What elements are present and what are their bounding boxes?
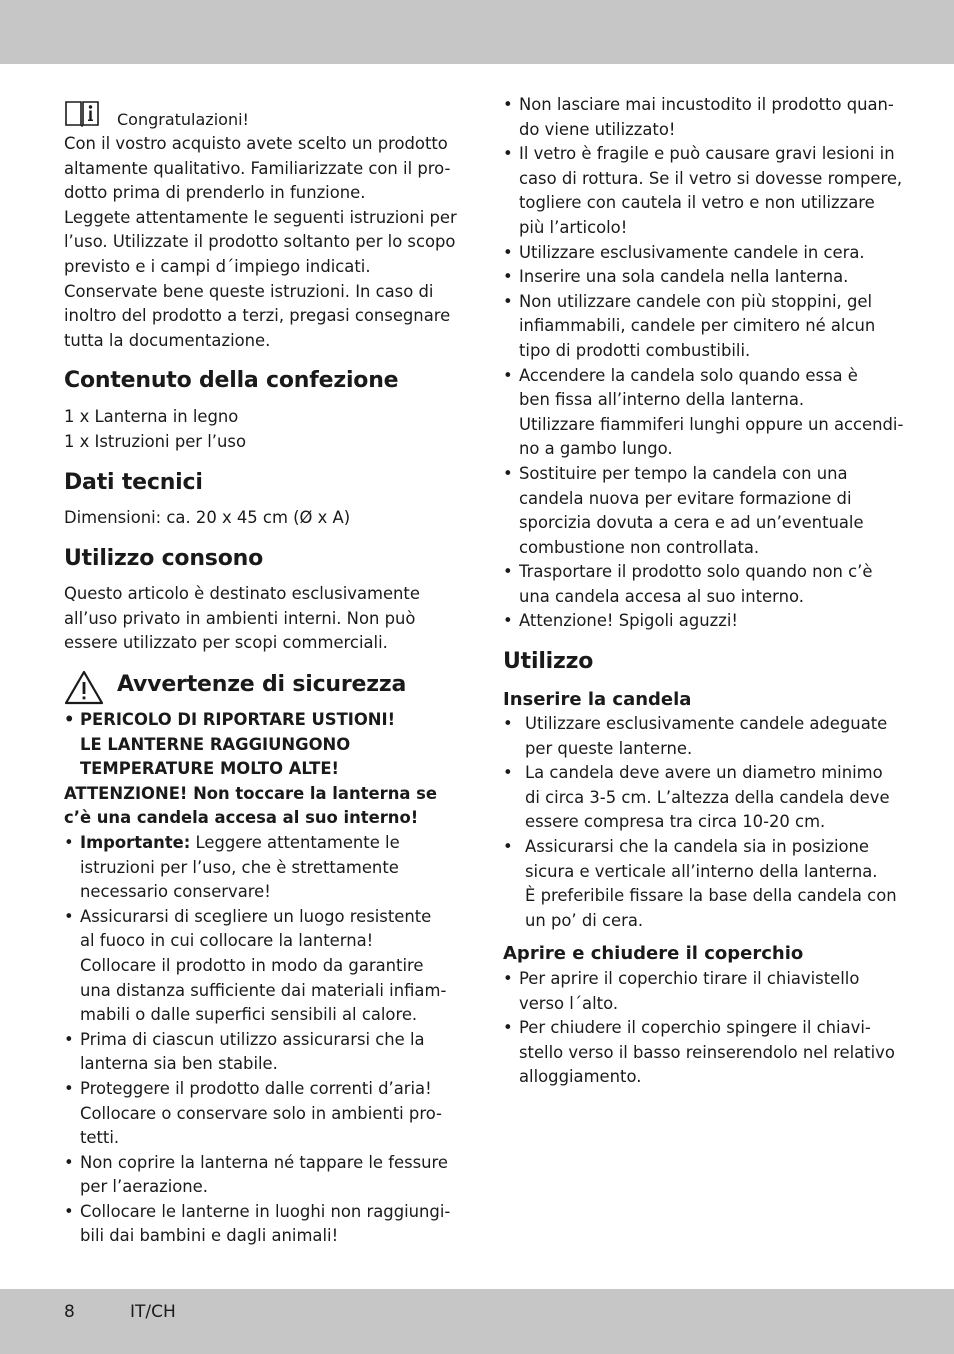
text-line: Accendere la candela solo quando essa è (519, 365, 858, 385)
list-item (503, 712, 895, 761)
text-line: istruzioni per l’uso, che è strettamente (80, 857, 399, 877)
bullet-dot: • (503, 562, 513, 582)
bullet-dot: • (64, 832, 74, 852)
text-line: Questo articolo è destinato esclusivamente (64, 584, 420, 603)
bullet-dot: • (503, 1018, 513, 1038)
bullet-dot: • (503, 763, 513, 783)
list-item (503, 1016, 895, 1090)
text-line: Assicurarsi che la candela sia in posizione (525, 836, 869, 856)
text-line: caso di rottura. Se il vetro si dovesse rompere, (519, 168, 903, 188)
text-line: Collocare le lanterne in luoghi non raggiungi- (80, 1201, 451, 1221)
bullet-dot: • (64, 1152, 74, 1172)
bullet-dot: • (503, 291, 513, 311)
bullet-dot: • (503, 267, 513, 287)
text-line: Conservate bene queste istruzioni. In caso di (64, 281, 434, 301)
text-line: dotto prima di prenderlo in funzione. (64, 183, 366, 203)
danger-warning (64, 708, 456, 782)
list-item (503, 835, 895, 933)
important-label: Importante: (80, 832, 191, 852)
bullet-dot: • (64, 906, 74, 926)
text-line: do viene utilizzato! (519, 119, 676, 139)
bullet-dot: • (503, 144, 513, 164)
text-line: sicura e verticale all’interno della lanterna. (525, 861, 878, 881)
bullet-dot: • (503, 95, 513, 114)
bullet-dot: • (503, 714, 513, 733)
text-line: Non coprire la lanterna né tappare le fessure (80, 1152, 449, 1172)
text-line: mabili o dalle superfici sensibili al calore. (80, 1005, 418, 1025)
text-line: previsto e i campi d´impiego indicati. (64, 256, 371, 276)
list-item (503, 93, 895, 142)
use-heading: Utilizzo (503, 649, 594, 674)
text-line: più l’articolo! (519, 217, 628, 237)
text-line: Collocare il prodotto in modo da garantire (80, 955, 424, 975)
text-line: essere compresa tra circa 10-20 cm. (525, 812, 826, 832)
text-line: È preferibile fissare la base della candela con (525, 886, 897, 906)
text-line: tipo di prodotti combustibili. (519, 340, 751, 360)
list-item (503, 142, 903, 240)
text-line: Assicurarsi di scegliere un luogo resistente (80, 906, 432, 926)
text-line: LE LANTERNE RAGGIUNGONO (80, 734, 351, 754)
text-line: Leggete attentamente le seguenti istruzioni per (64, 207, 457, 227)
text-line: PERICOLO DI RIPORTARE USTIONI! (80, 710, 396, 729)
text-line: all’uso privato in ambienti interni. Non può (64, 608, 416, 628)
list-item (503, 761, 895, 835)
list-item (503, 967, 895, 1016)
text-line: Utilizzare esclusivamente candele adeguate (525, 714, 888, 733)
text-line: per l’aerazione. (80, 1177, 208, 1197)
attention-warning (64, 782, 456, 831)
text-line: una distanza sufficiente dai materiali infiam- (80, 980, 447, 1000)
text-line: Non lasciare mai incustodito il prodotto quan- (519, 95, 894, 114)
list-item (503, 560, 895, 609)
list-item (503, 290, 895, 364)
text-line: Proteggere il prodotto dalle correnti d’aria! (80, 1078, 432, 1098)
list-item (64, 905, 456, 1028)
text-line: lanterna sia ben stabile. (80, 1054, 278, 1074)
safety-heading: Avvertenze di sicurezza (117, 672, 407, 697)
important-note (64, 831, 456, 905)
text-line: l’uso. Utilizzate il prodotto soltanto per lo scopo (64, 232, 456, 252)
bullet-dot: • (64, 710, 75, 729)
text-line: Sostituire per tempo la candela con una (519, 463, 848, 483)
text-line: bili dai bambini e dagli animali! (80, 1226, 339, 1246)
text-line: tetti. (80, 1128, 120, 1148)
bullet-dot: • (64, 1078, 74, 1098)
list-item (64, 1200, 456, 1249)
intro-text (64, 132, 456, 353)
text-line: stello verso il basso reinserendolo nel relativo (519, 1042, 895, 1062)
safety-right-list (503, 93, 904, 634)
tech-dimensions: Dimensioni: ca. 20 x 45 cm (Ø x A) (64, 508, 351, 527)
list-item (503, 462, 895, 560)
text-line: sporcizia dovuta a cera e ad un’eventuale (519, 513, 864, 533)
text-line: Trasportare il prodotto solo quando non c’è (519, 562, 873, 582)
bullet-dot: • (64, 1029, 74, 1049)
lid-list (503, 967, 895, 1090)
bullet-dot: • (503, 969, 513, 988)
text-line: Non utilizzare candele con più stoppini, gel (519, 291, 873, 311)
text-line: candela nuova per evitare formazione di (519, 488, 852, 508)
contents-list (64, 405, 246, 454)
text-line: verso l´alto. (519, 993, 619, 1013)
text-line: Utilizzare fiammiferi lunghi oppure un accendi- (519, 414, 904, 434)
page-language: IT/CH (130, 1302, 176, 1322)
list-item (64, 1077, 456, 1151)
contents-heading: Contenuto della confezione (64, 368, 399, 393)
text-line: Per aprire il coperchio tirare il chiavistello (519, 969, 860, 988)
text-line: ben fissa all’interno della lanterna. (519, 390, 805, 410)
text-line: Attenzione! Spigoli aguzzi! (519, 611, 738, 631)
list-item (64, 1028, 456, 1077)
text-line: inoltro del prodotto a terzi, pregasi consegnare (64, 306, 451, 326)
text-line: Il vetro è fragile e può causare gravi lesioni in (519, 144, 895, 164)
text-line: c’è una candela accesa al suo interno! (64, 808, 419, 828)
text-line: altamente qualitativo. Familiarizzate con il pro- (64, 158, 451, 178)
text-line: una candela accesa al suo interno. (519, 586, 804, 606)
text-line: un po’ di cera. (525, 910, 644, 930)
warning-triangle-icon (64, 670, 104, 706)
bullet-dot: • (503, 611, 513, 631)
bullet-dot: • (503, 463, 513, 483)
list-item (503, 609, 895, 634)
list-item (503, 241, 895, 266)
info-book-icon (64, 98, 100, 128)
header-band (0, 0, 954, 64)
text-line: Inserire una sola candela nella lanterna. (519, 267, 849, 287)
text-line: essere utilizzato per scopi commerciali. (64, 633, 388, 653)
text-line: La candela deve avere un diametro minimo (525, 763, 883, 783)
usage-proper-text (64, 582, 420, 656)
text-line: Per chiudere il coperchio spingere il chiavi- (519, 1018, 871, 1038)
list-item (503, 364, 904, 462)
list-item (503, 265, 895, 290)
bullet-dot: • (503, 365, 513, 385)
text-line: combustione non controllata. (519, 537, 760, 557)
lid-heading: Aprire e chiudere il coperchio (503, 943, 804, 964)
text-line: di circa 3-5 cm. L’altezza della candela deve (525, 787, 890, 807)
text-line: TEMPERATURE MOLTO ALTE! (80, 759, 340, 779)
usage-proper-heading: Utilizzo consono (64, 546, 263, 571)
important-first-line: Leggere attentamente le (190, 832, 400, 852)
text-line: necessario conservare! (80, 882, 271, 902)
text-line: Collocare o conservare solo in ambienti pro- (80, 1103, 442, 1123)
text-line: ATTENZIONE! Non toccare la lanterna se (64, 783, 437, 803)
text-line: togliere con cautela il vetro e non utilizzare (519, 193, 875, 213)
text-line: infiammabili, candele per cimitero né alcun (519, 316, 876, 336)
text-line: tutta la documentazione. (64, 330, 271, 350)
list-item (64, 1151, 456, 1200)
text-line: 1 x Istruzioni per l’uso (64, 431, 246, 451)
intro-greeting: Congratulazioni! (117, 110, 249, 129)
text-line: Prima di ciascun utilizzo assicurarsi che la (80, 1029, 425, 1049)
insert-candle-heading: Inserire la candela (503, 689, 692, 710)
text-line: per queste lanterne. (525, 738, 693, 758)
text-line: Utilizzare esclusivamente candele in cera. (519, 242, 865, 262)
page-number: 8 (64, 1302, 75, 1322)
tech-heading: Dati tecnici (64, 470, 203, 495)
bullet-dot: • (64, 1201, 74, 1221)
safety-left-list (64, 708, 456, 1249)
text-line: no a gambo lungo. (519, 439, 673, 459)
text-line: al fuoco in cui collocare la lanterna! (80, 931, 374, 951)
text-line: 1 x Lanterna in legno (64, 407, 239, 426)
bullet-dot: • (503, 242, 513, 262)
text-line: Con il vostro acquisto avete scelto un prodotto (64, 134, 448, 153)
text-line: alloggiamento. (519, 1067, 642, 1087)
bullet-dot: • (503, 836, 513, 856)
insert-candle-list (503, 712, 895, 933)
